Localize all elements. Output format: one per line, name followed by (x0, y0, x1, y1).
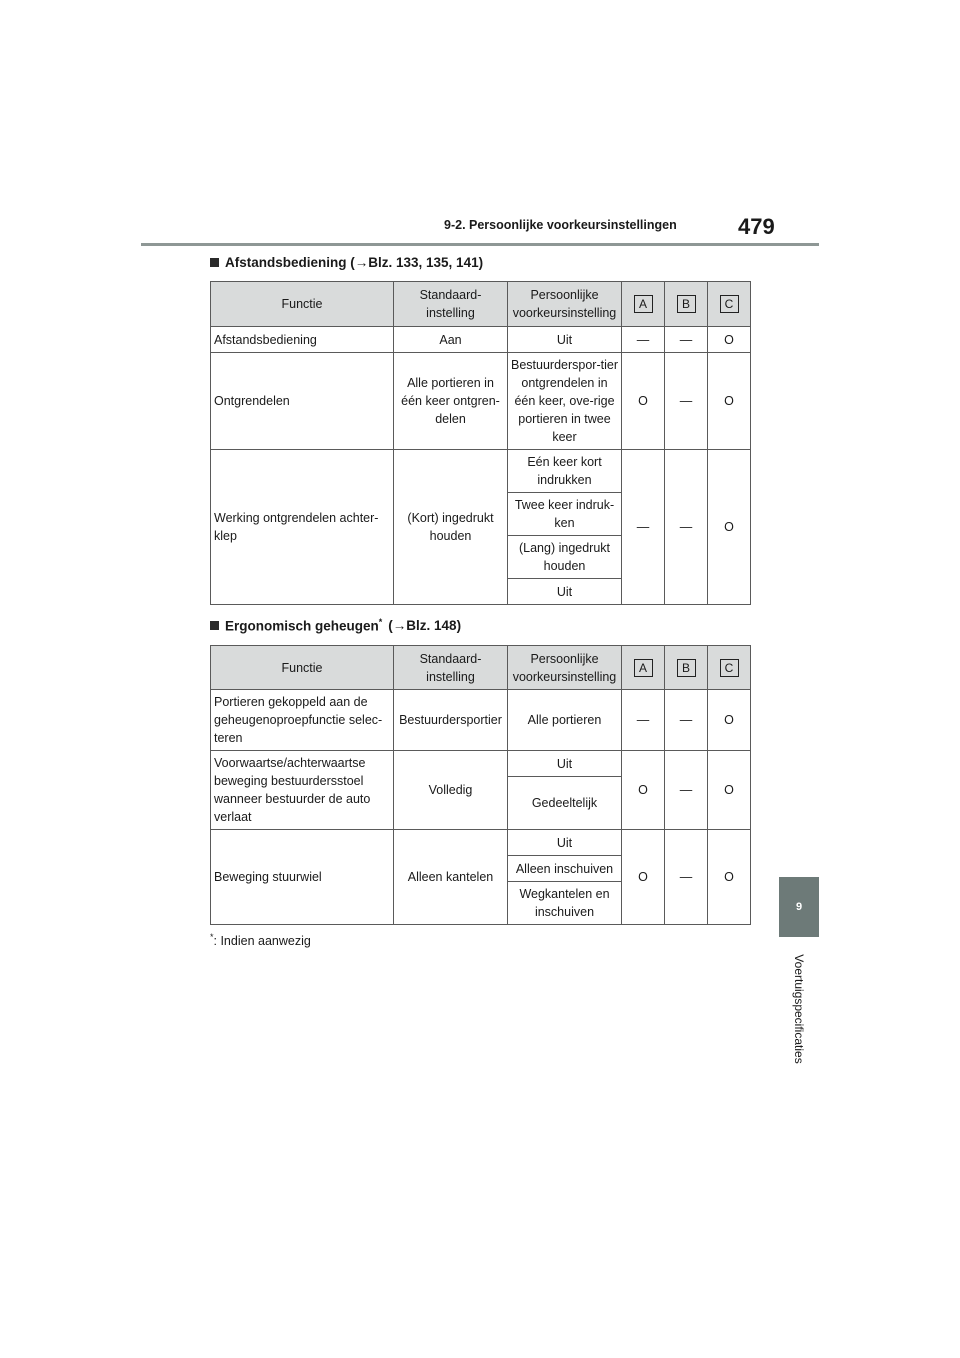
column-header-c (708, 646, 751, 690)
cell-custom: (Lang) ingedrukt houden (508, 536, 622, 579)
cell-default: Alleen kantelen (394, 830, 508, 925)
table-header-row (211, 646, 751, 690)
square-bullet-icon (210, 258, 219, 267)
cell-c: O (708, 353, 751, 450)
section-title: Ergonomisch geheugen* (225, 617, 383, 634)
table-row (211, 830, 751, 856)
cell-default: (Kort) ingedrukt houden (394, 450, 508, 605)
cell-custom: Uit (508, 579, 622, 605)
badge-b: B (677, 659, 696, 677)
table-header-row (211, 282, 751, 327)
footnote-mark: * (210, 932, 214, 942)
section-ref: (→Blz. 148) (388, 617, 462, 633)
header-divider (141, 243, 819, 246)
cell-custom: Twee keer indruk-ken (508, 493, 622, 536)
cell-c: O (708, 450, 751, 605)
cell-b: — (665, 353, 708, 450)
cell-a: — (622, 690, 665, 751)
cell-function: Werking ontgrendelen achter-klep (211, 450, 394, 605)
column-header-a (622, 646, 665, 690)
badge-b: B (677, 295, 696, 313)
section-heading-remote (210, 255, 483, 270)
remote-settings-table (210, 281, 751, 605)
chapter-tab: 9 (779, 877, 819, 937)
table-row (211, 450, 751, 493)
table-row (211, 751, 751, 777)
memory-settings-table (210, 645, 751, 925)
cell-c: O (708, 327, 751, 353)
cell-b: — (665, 327, 708, 353)
cell-custom: Uit (508, 327, 622, 353)
cell-custom: Wegkantelen en inschuiven (508, 882, 622, 925)
table-row (211, 690, 751, 751)
cell-a: — (622, 450, 665, 605)
cell-custom: Eén keer kort indrukken (508, 450, 622, 493)
cell-default: Aan (394, 327, 508, 353)
cell-default: Volledig (394, 751, 508, 830)
column-header-default: Standaard-instelling (394, 646, 508, 690)
cell-b: — (665, 751, 708, 830)
badge-a: A (634, 295, 653, 313)
cell-b: — (665, 450, 708, 605)
cell-default: Bestuurdersportier (394, 690, 508, 751)
cell-custom: Alle portieren (508, 690, 622, 751)
cell-custom: Uit (508, 830, 622, 856)
badge-c: C (720, 659, 739, 677)
cell-function: Beweging stuurwiel (211, 830, 394, 925)
cell-default: Alle portieren in één keer ontgren-delen (394, 353, 508, 450)
column-header-a (622, 282, 665, 327)
cell-a: O (622, 353, 665, 450)
column-header-function: Functie (211, 646, 394, 690)
cell-custom: Alleen inschuiven (508, 856, 622, 882)
chapter-tab-label: Voertuigspecificaties (792, 954, 806, 1064)
cell-b: — (665, 830, 708, 925)
column-header-b (665, 646, 708, 690)
section-title: Afstandsbediening (→Blz. 133, 135, 141) (225, 255, 484, 270)
footnote-text: : Indien aanwezig (213, 934, 311, 949)
cell-a: O (622, 830, 665, 925)
badge-a: A (634, 659, 653, 677)
cell-function: Portieren gekoppeld aan de geheugenoproepfunctie selec-teren (211, 690, 394, 751)
table-row (211, 327, 751, 353)
chapter-title: 9-2. Persoonlijke voorkeursinstellingen (444, 218, 677, 232)
column-header-b (665, 282, 708, 327)
cell-a: — (622, 327, 665, 353)
footnote (210, 932, 311, 948)
cell-function: Afstandsbediening (211, 327, 394, 353)
column-header-function: Functie (211, 282, 394, 327)
square-bullet-icon (210, 621, 219, 630)
cell-c: O (708, 751, 751, 830)
cell-function: Ontgrendelen (211, 353, 394, 450)
section-heading-memory (210, 617, 461, 634)
cell-c: O (708, 690, 751, 751)
cell-custom: Uit (508, 751, 622, 777)
column-header-c (708, 282, 751, 327)
cell-custom: Gedeeltelijk (508, 777, 622, 830)
column-header-custom: Persoonlijke voorkeursinstelling (508, 646, 622, 690)
cell-a: O (622, 751, 665, 830)
cell-function: Voorwaartse/achterwaartse beweging bestuurdersstoel wanneer bestuurder de auto verlaat (211, 751, 394, 830)
chapter-tab-label-wrap (791, 945, 807, 1073)
footnote-mark: * (378, 617, 383, 627)
column-header-custom: Persoonlijke voorkeursinstelling (508, 282, 622, 327)
badge-c: C (720, 295, 739, 313)
column-header-default: Standaard-instelling (394, 282, 508, 327)
cell-c: O (708, 830, 751, 925)
cell-b: — (665, 690, 708, 751)
table-row (211, 353, 751, 450)
page-number: 479 (738, 214, 775, 239)
cell-custom: Bestuurderspor-tier ontgrendelen in één keer, ove-rige portieren in twee keer (508, 353, 622, 450)
